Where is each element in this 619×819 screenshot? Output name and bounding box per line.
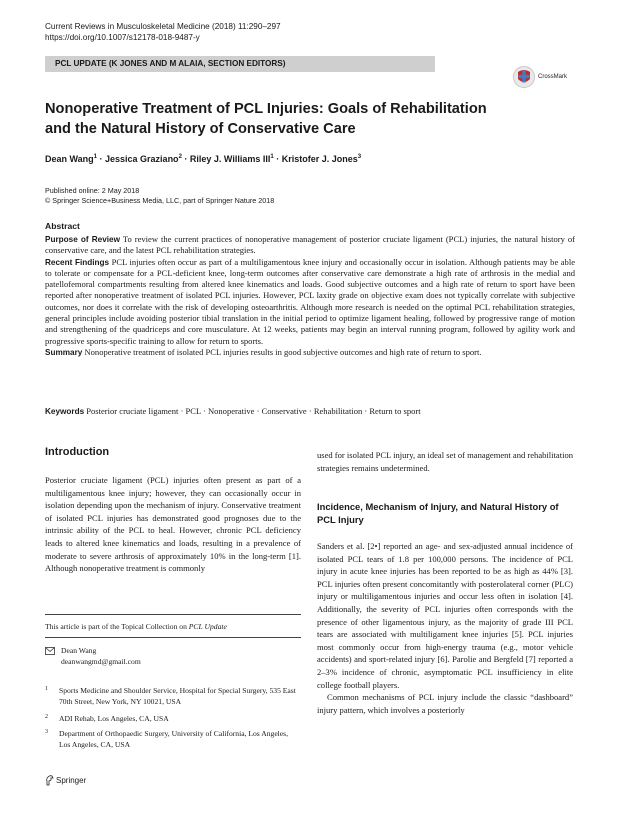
continuation-paragraph: used for isolated PCL injury, an ideal set of management and rehabilitation strategies remains undetermined. [317, 450, 573, 473]
abstract-body [45, 234, 575, 358]
article-title [45, 99, 515, 139]
affiliation-text: ADI Rehab, Los Angeles, CA, USA [59, 714, 169, 723]
author-affiliation-ref: 1 [93, 154, 98, 160]
publisher-logo [45, 775, 86, 786]
contact-email[interactable]: deanwangmd@gmail.com [61, 656, 141, 666]
topical-collection-note [45, 622, 227, 631]
affiliation [45, 729, 301, 750]
author-name[interactable]: Jessica Graziano [105, 154, 179, 164]
contact-name: Dean Wang [61, 646, 97, 655]
purpose-label: Purpose of Review [45, 235, 120, 244]
author-affiliation-ref: 1 [270, 154, 274, 160]
affiliation-text: Department of Orthopaedic Surgery, University of California, Los Angeles, Los Angeles, CA, USA [59, 729, 289, 749]
affiliation [45, 686, 301, 707]
publisher-name: Springer [56, 776, 87, 785]
abstract-summary [45, 347, 575, 358]
springer-horse-icon [45, 775, 54, 786]
introduction-text [45, 474, 301, 575]
doi-link[interactable]: https://doi.org/10.1007/s12178-018-9487-y [45, 33, 200, 42]
author-affiliation-ref: 2 [178, 154, 182, 160]
introduction-paragraph: Posterior cruciate ligament (PCL) injuries often present as part of a multiligamentous knee injury; however, they can occasionally occur in isolation depending upon the mechanism of injury. Conservative treatment of isolated PCL injuries has demonstrated good prognoses due to the intrinsic ability of the PCL to heal. However, chronic PCL deficiency leads to altered knee kinematics and loads, resulting in a prevalence of moderate to severe arthrosis of approximately 10% in the long-term [1]. Although nonoperative treatment is commonly [45, 475, 301, 574]
incidence-paragraph-1: Sanders et al. [2•] reported an age- and sex-adjusted annual incidence of isolated PCL tears of 1.8 per 100,000 persons. The incidence of PCL injury in acute knee injuries has been reported to be as high as 44% [3]. PCL injuries often present concomitantly with posterolateral corner (PLC) injury or multiligamentous injuries and occur less often in isolation [4]. Additionally, the severity of PCL injuries often corresponds with the presence of other ligamentous injury, as the majority of grade III PCL tears are associated with multiligament knee injuries [5]. PCL injuries most commonly occur from high-energy trauma (e.g., motor vehicle accidents) and sport-related injury [6]. Parolie and Bergfeld [7] reported a 2–3% incidence of chronic, asymptomatic PCL insufficiency in elite college football players. [317, 541, 573, 690]
abstract-findings [45, 257, 575, 347]
findings-text: PCL injuries often occur as part of a multiligamentous knee injury and occasionally occur in isolation. Although patients may be able to tolerate or compensate for a PCL-deficient knee, long-term outcomes after conservative care demonstrate a high rate of arthrosis in the medial and patellofemoral compartments resulting from altered knee kinematics and loads. Good subjective outcomes and a high rate of return to sport have been reported after nonoperative treatment of isolated PCL injuries. However, PCL laxity grade on objective exam does not typically correlate with subjective outcomes, nor does it correlate with the risk of developing osteoarthritis. Although more research is needed on the optimal PCL rehabilitation strategies, general principles include avoiding posterior tibial translation in the initial period to optimize ligament healing, followed by progressive range of motion and strengthening of the quadriceps and core musculature. At 12 weeks, patients may begin an interval running program, followed by agility work and progressive sports-specific training to allow for return to sports. [45, 256, 575, 346]
author-list: Dean Wang$^1$ · Jessica Graziano$^2$ · Riley J. Williams $III^1$ · Kristofer J. Jones$^3$ [45, 154, 362, 164]
footnote-divider [45, 637, 301, 638]
incidence-paragraph-2: Common mechanisms of PCL injury include the classic “dashboard” injury pattern, which involves a posteriorly [317, 692, 573, 715]
affiliation-text: Sports Medicine and Shoulder Service, Hospital for Special Surgery, 535 East 70th Street, New York, NY 10021, USA [59, 686, 296, 706]
summary-text: Nonoperative treatment of isolated PCL injuries results in good subjective outcomes and high rate of return to sport. [84, 346, 482, 357]
crossmark-badge[interactable] [513, 66, 567, 88]
copyright-line: © Springer Science+Business Media, LLC, part of Springer Nature 2018 [45, 196, 275, 205]
author-name[interactable]: Kristofer J. Jones [281, 154, 358, 164]
author-name[interactable]: Riley J. Williams III [189, 154, 271, 164]
title-line-2: and the Natural History of Conservative Care [45, 121, 356, 137]
affiliation-number: 3 [45, 729, 48, 735]
collection-topic-link[interactable]: PCL Update [188, 622, 227, 631]
section-banner: PCL UPDATE (K JONES AND M ALAIA, SECTION EDITORS) [45, 56, 435, 72]
title-line-1: Nonoperative Treatment of PCL Injuries: Goals of Rehabilitation [45, 101, 487, 117]
author-affiliation-ref: 3 [357, 154, 362, 160]
author-name[interactable]: Dean Wang [45, 154, 94, 164]
crossmark-label: CrossMark [538, 74, 568, 80]
keywords-label: Keywords [45, 407, 85, 416]
introduction-heading: Introduction [45, 446, 110, 458]
affiliation [45, 714, 301, 725]
keywords-text: Posterior cruciate ligament · PCL · Nonoperative · Conservative · Rehabilitation · Return to sport [86, 406, 421, 416]
published-date: Published online: 2 May 2018 [45, 186, 140, 195]
journal-line: Current Reviews in Musculoskeletal Medicine (2018) 11:290–297 [45, 22, 281, 31]
incidence-heading: Incidence, Mechanism of Injury, and Natural History of PCL Injury [317, 501, 559, 525]
abstract-purpose [45, 234, 575, 257]
findings-label: Recent Findings [45, 257, 110, 267]
abstract-heading: Abstract [45, 221, 80, 231]
footnote-divider [45, 614, 301, 615]
incidence-text [317, 540, 573, 716]
crossmark-icon [513, 66, 535, 88]
right-column-continuation [317, 449, 573, 474]
affiliation-number: 1 [45, 686, 48, 692]
corresponding-author [45, 646, 141, 667]
summary-label: Summary [45, 347, 83, 357]
purpose-text: To review the current practices of nonoperative management of posterior cruciate ligament (PCL) injuries, the natural history of conservative care, and the latest PCL rehabilitation strategies. [45, 234, 576, 256]
envelope-icon [45, 647, 55, 655]
collection-note-text: This article is part of the Topical Collection on [45, 622, 189, 631]
affiliation-number: 2 [45, 714, 48, 720]
keywords [45, 406, 575, 416]
